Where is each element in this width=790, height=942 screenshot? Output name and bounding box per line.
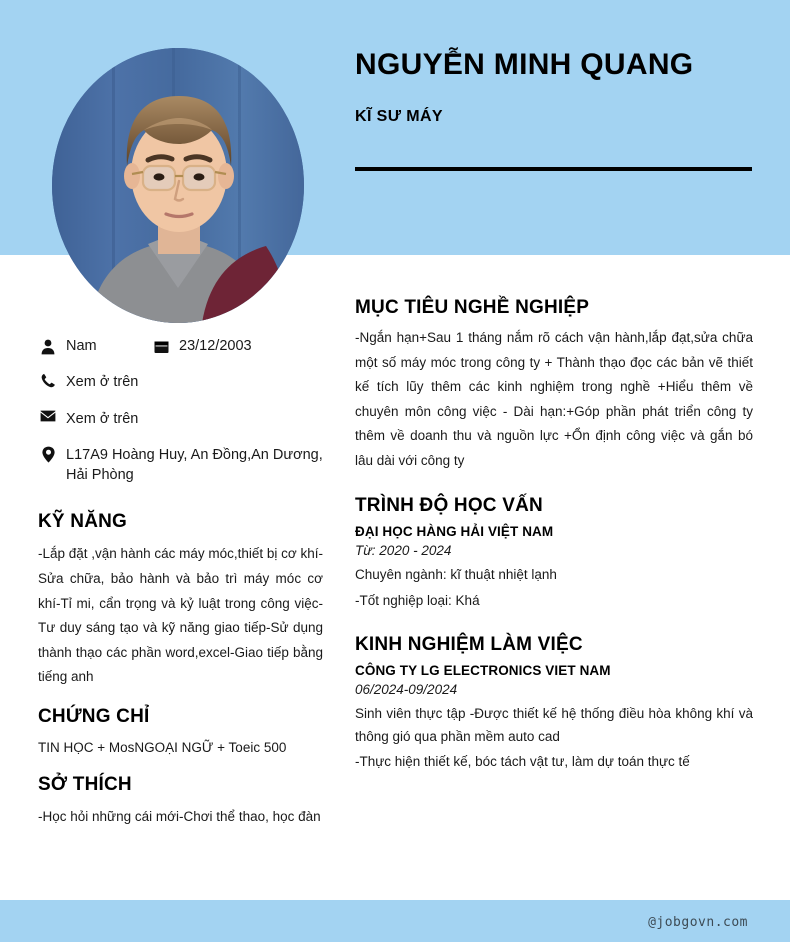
profile-photo-image (52, 48, 304, 323)
section-objective (355, 297, 753, 473)
experience-description-2: -Thực hiện thiết kế, bóc tách vật tư, làm dự toán thực tế (355, 754, 690, 770)
section-body-skills: -Lắp đặt ,vận hành các máy móc,thiết bị cơ khí-Sửa chữa, bảo hành và bảo trì máy móc cơ khí-Tỉ mi, cẩn trọng và kỷ luật trong công việc- Tư duy sáng tạo và kỹ năng giao tiếp-Sử dụng thành thạo các phần word,excel-Giao tiếp bằng tiếng anh (38, 546, 323, 685)
section-hobbies (38, 774, 323, 830)
section-title-certificates: CHỨNG CHỈ (38, 705, 150, 727)
experience-company: CÔNG TY LG ELECTRONICS VIET NAM (355, 662, 611, 678)
profile-photo (52, 48, 304, 323)
contact-gender: Nam (66, 338, 97, 354)
experience-period: 06/2024-09/2024 (355, 681, 458, 697)
header-divider (355, 167, 752, 171)
location-pin-icon (38, 445, 58, 463)
envelope-icon (38, 409, 58, 422)
user-icon (38, 336, 58, 356)
education-school: ĐẠI HỌC HÀNG HẢI VIỆT NAM (355, 524, 554, 540)
phone-icon (38, 372, 58, 388)
section-title-education: TRÌNH ĐỘ HỌC VẤN (355, 495, 543, 517)
header-text-block (355, 48, 755, 126)
contact-birthdate: 23/12/2003 (179, 338, 252, 354)
contact-row-gender-birthdate (38, 336, 323, 356)
education-major: Chuyên ngành: kĩ thuật nhiệt lạnh (355, 567, 557, 583)
contact-phone: Xem ở trên (66, 374, 139, 391)
contact-address: L17A9 Hoàng Huy, An Đồng,An Dương, Hải Phòng (66, 446, 323, 484)
page-title: NGUYỄN MINH QUANG (355, 48, 694, 81)
section-title-experience: KINH NGHIỆM LÀM VIỆC (355, 633, 583, 655)
section-certificates (38, 706, 323, 759)
calendar-icon (151, 336, 171, 356)
job-title: KĨ SƯ MÁY (355, 107, 443, 125)
section-body-certificates: TIN HỌC + MosNGOẠI NGỮ + Toeic 500 (38, 739, 287, 755)
contact-email: Xem ở trên (66, 410, 139, 427)
section-title-hobbies: SỞ THÍCH (38, 774, 132, 796)
education-grade: -Tốt nghiệp loại: Khá (355, 592, 480, 608)
footer-watermark: @jobgovn.com (648, 915, 748, 930)
section-body-hobbies: -Học hỏi những cái mới-Chơi thể thao, học đàn (38, 809, 321, 825)
section-title-objective: MỤC TIÊU NGHỀ NGHIỆP (355, 297, 590, 318)
contact-row-email (38, 409, 323, 429)
experience-description-1: Sinh viên thực tập -Được thiết kế hệ thống điều hòa không khí và thông gió qua phần mềm auto cad (355, 705, 753, 745)
section-education (355, 495, 753, 611)
section-experience (355, 634, 753, 774)
contact-row-address (38, 445, 323, 486)
education-period: Từ: 2020 - 2024 (355, 543, 452, 559)
section-skills (38, 511, 323, 689)
contact-row-phone (38, 372, 323, 392)
left-column (38, 336, 323, 846)
section-body-objective: -Ngắn hạn+Sau 1 tháng nắm rõ cách vận hành,lắp đạt,sửa chữa một số máy móc trong công ty + Thành thạo đọc các bản vẽ thiết kế tích lũy thêm các kinh nghiệm trong nghề +Hiểu thêm về chuyên môn công việc - Dài hạn:+Góp phần phát triển công ty thêm về doanh thu và nguồn lực +Ổn định công việc và gắn bó lâu dài với công ty (355, 330, 753, 468)
section-title-skills: KỸ NĂNG (38, 511, 128, 533)
contact-list (38, 336, 323, 485)
right-column (355, 297, 753, 795)
